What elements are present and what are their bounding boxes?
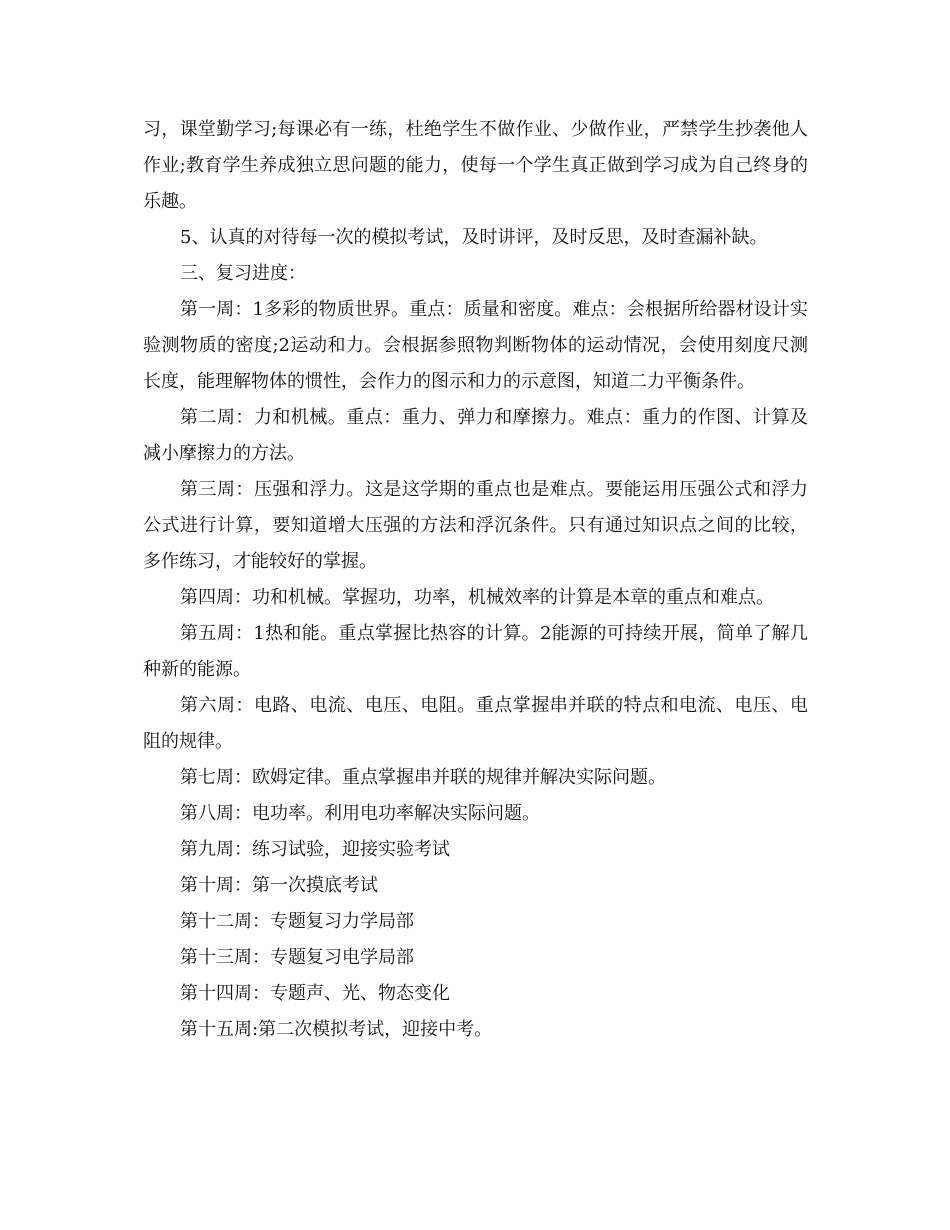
paragraph-study-habits: 习，课堂勤学习;每课必有一练，杜绝学生不做作业、少做作业，严禁学生抄袭他人作业;教育学生养成独立思问题的能力，使每一个学生真正做到学习成为自己终身的乐趣。 [143, 119, 808, 212]
paragraph-week-15: 第十五周:第二次模拟考试，迎接中考。 [180, 1019, 493, 1040]
paragraph-week-12: 第十二周：专题复习力学局部 [180, 911, 414, 932]
paragraph-week-5: 第五周：1热和能。重点掌握比热容的计算。2能源的可持续开展，简单了解几种新的能源。 [143, 623, 808, 680]
document-body [143, 112, 808, 1048]
paragraph-week-9: 第九周：练习试验，迎接实验考试 [180, 839, 450, 860]
paragraph-mock-exams: 5、认真的对待每一次的模拟考试，及时讲评，及时反思，及时查漏补缺。 [180, 227, 768, 248]
paragraph-week-7: 第七周：欧姆定律。重点掌握串并联的规律并解决实际问题。 [180, 767, 666, 788]
paragraph-week-4: 第四周：功和机械。掌握功，功率，机械效率的计算是本章的重点和难点。 [180, 587, 774, 608]
paragraph-week-2: 第二周：力和机械。重点：重力、弹力和摩擦力。难点：重力的作图、计算及减小摩擦力的方法。 [143, 407, 808, 464]
paragraph-week-6: 第六周：电路、电流、电压、电阻。重点掌握串并联的特点和电流、电压、电阻的规律。 [143, 695, 808, 752]
paragraph-week-3: 第三周：压强和浮力。这是这学期的重点也是难点。要能运用压强公式和浮力公式进行计算，要知道增大压强的方法和浮沉条件。只有通过知识点之间的比较，多作练习，才能较好的掌握。 [143, 479, 808, 572]
paragraph-week-10: 第十周：第一次摸底考试 [180, 875, 378, 896]
paragraph-week-14: 第十四周：专题声、光、物态变化 [180, 983, 450, 1004]
paragraph-week-13: 第十三周：专题复习电学局部 [180, 947, 414, 968]
section-heading-review-schedule: 三、复习进度： [180, 263, 306, 284]
paragraph-week-1: 第一周：1多彩的物质世界。重点：质量和密度。难点：会根据所给器材设计实验测物质的密度;2运动和力。会根据参照物判断物体的运动情况，会使用刻度尺测长度，能理解物体的惯性，会作力的图示和力的示意图，知道二力平衡条件。 [143, 299, 808, 392]
paragraph-week-8: 第八周：电功率。利用电功率解决实际问题。 [180, 803, 540, 824]
